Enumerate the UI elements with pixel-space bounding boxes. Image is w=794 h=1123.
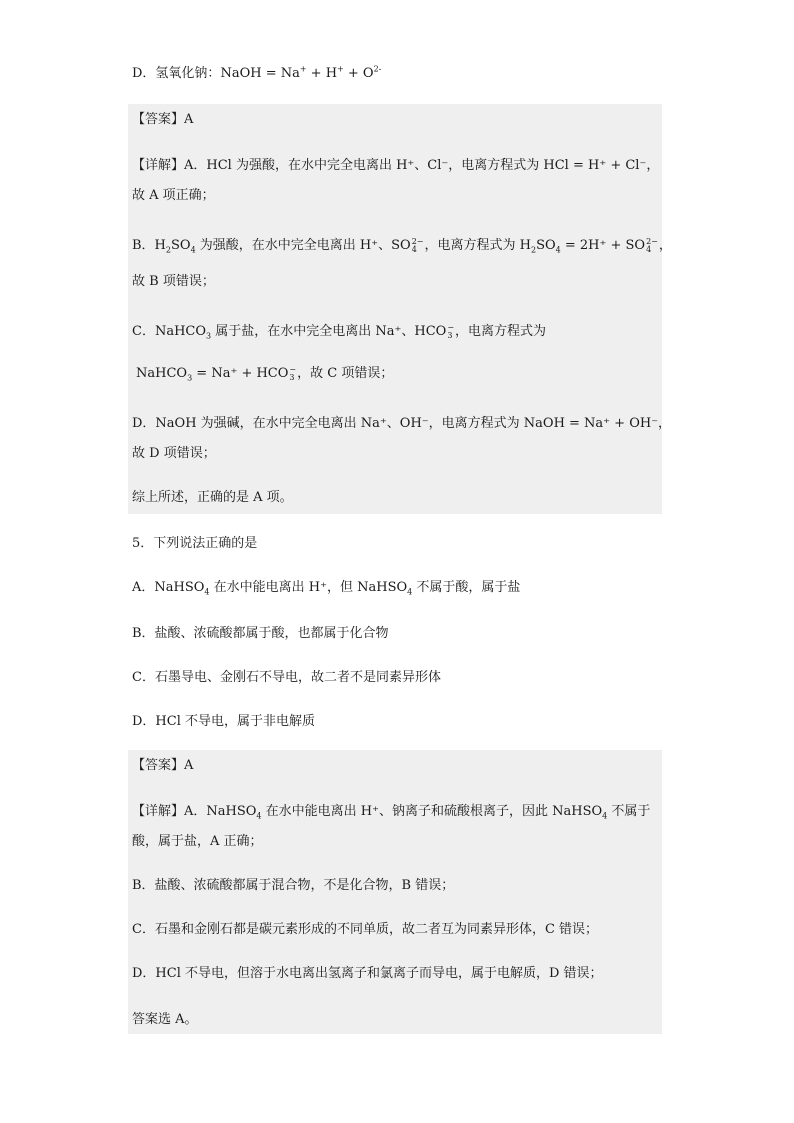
detail2-final: 答案选 A。 — [132, 1012, 198, 1027]
q5-stem: 5．下列说法正确的是 — [132, 536, 258, 551]
detail1-d-line1: D．NaOH 为强碱，在水中完全电离出 Na⁺、OH⁻，电离方程式为 NaOH = Na⁺ + OH⁻， — [132, 416, 672, 431]
detail2-d: D．HCl 不导电，但溶于水电离出氢离子和氯离子而导电，属于电解质，D 错误； — [132, 966, 603, 981]
q4-option-d: D．氢氧化钠：NaOH = $Na^+ + H^+ + O^{2-}$ — [132, 64, 382, 81]
detail1-d-line2: 故 D 项错误； — [132, 446, 216, 461]
detail2-a-line1: 【详解】A．NaHSO$_4$ 在水中能电离出 H⁺、钠离子和硫酸根离子，因此 NaHSO$_4$ 不属于 — [132, 804, 651, 821]
answer-label-1: 【答案】A — [132, 112, 194, 127]
detail1-c-line2: NaHCO$_3$ = Na⁺ + HCO − 3 ，故 C 项错误； — [136, 364, 394, 383]
detail2-b: B．盐酸、浓硫酸都属于混合物，不是化合物，B 错误； — [132, 878, 455, 893]
detail1-summary: 综上所述，正确的是 A 项。 — [132, 490, 293, 505]
detail1-b-line2: 故 B 项错误； — [132, 274, 215, 289]
q5-option-d: D．HCl 不导电，属于非电解质 — [132, 714, 315, 729]
q5-option-c: C．石墨导电、金刚石不导电，故二者不是同素异形体 — [132, 670, 441, 685]
detail1-a-line1: 【详解】A．HCl 为强酸，在水中完全电离出 H⁺、Cl⁻，电离方程式为 HCl = H⁺ + Cl⁻， — [132, 158, 660, 173]
q5-option-b: B．盐酸、浓硫酸都属于酸，也都属于化合物 — [132, 626, 389, 641]
q5-option-a: A．NaHSO$_4$ 在水中能电离出 H⁺，但 NaHSO$_4$ 不属于酸，属于盐 — [132, 580, 521, 597]
answer-label-2: 【答案】A — [132, 758, 194, 773]
detail2-c: C．石墨和金刚石都是碳元素形成的不同单质，故二者互为同素异形体，C 错误； — [132, 922, 599, 937]
detail1-b-line1: B．$H_2SO_4$ 为强酸，在水中完全电离出 H⁺、SO 2− 4 ，电离方程式为 $H_2SO_4 = 2H^+$ + SO 2− 4 ， — [132, 236, 672, 255]
detail2-a-line2: 酸，属于盐，A 正确； — [132, 834, 263, 849]
detail1-c-line1: C．NaHCO$_3$ 属于盐，在水中完全电离出 Na⁺、HCO − 3 ，电离方程式为 — [132, 322, 547, 341]
detail1-a-line2: 故 A 项正确； — [132, 188, 215, 203]
